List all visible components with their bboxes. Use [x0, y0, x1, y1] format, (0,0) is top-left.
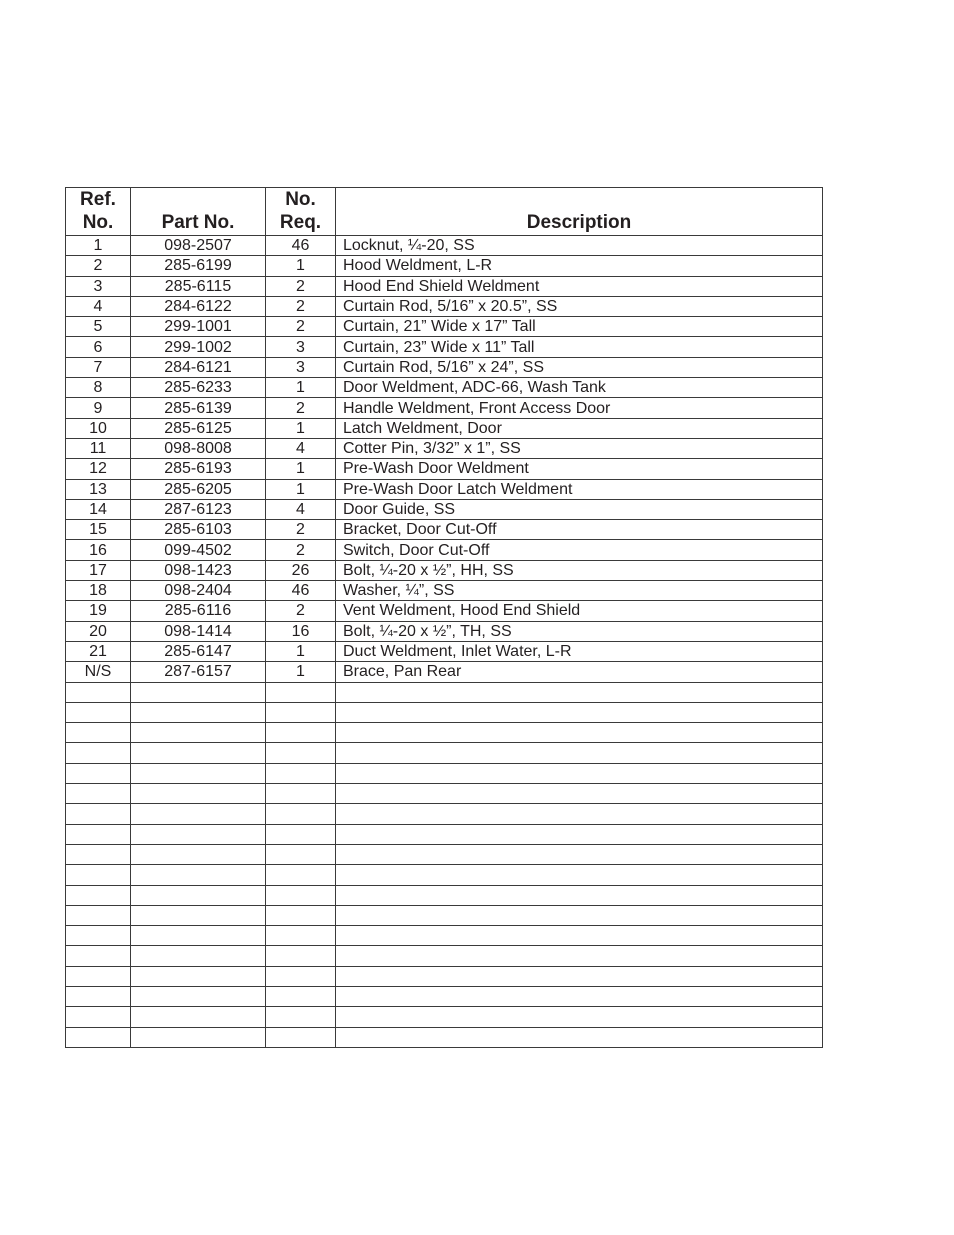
- table-row: [66, 682, 823, 702]
- ref-no-cell: [66, 702, 131, 722]
- part-no-cell: [131, 946, 266, 966]
- qty-cell: 1: [266, 662, 336, 682]
- table-row: [66, 966, 823, 986]
- table-row: [66, 296, 823, 316]
- table-row: [66, 946, 823, 966]
- qty-cell: [266, 844, 336, 864]
- header-description-label: Description: [526, 212, 632, 233]
- description-cell: Curtain Rod, 5/16” x 20.5”, SS: [336, 296, 823, 316]
- description-cell: Locknut, ¼-20, SS: [336, 236, 823, 256]
- part-no-cell: 299-1002: [131, 337, 266, 357]
- ref-no-cell: 21: [66, 641, 131, 661]
- description-cell: [336, 926, 823, 946]
- part-no-cell: 099-4502: [131, 540, 266, 560]
- part-no-cell: 098-8008: [131, 438, 266, 458]
- part-no-cell: 285-6205: [131, 479, 266, 499]
- description-cell: [336, 743, 823, 763]
- ref-no-cell: [66, 743, 131, 763]
- qty-cell: 16: [266, 621, 336, 641]
- description-cell: [336, 986, 823, 1006]
- qty-cell: [266, 986, 336, 1006]
- qty-cell: 4: [266, 499, 336, 519]
- table-row: [66, 479, 823, 499]
- table-row: [66, 560, 823, 580]
- description-cell: [336, 682, 823, 702]
- description-cell: [336, 885, 823, 905]
- ref-no-cell: 10: [66, 418, 131, 438]
- part-no-cell: 285-6193: [131, 459, 266, 479]
- qty-cell: 4: [266, 438, 336, 458]
- part-no-cell: 285-6116: [131, 601, 266, 621]
- qty-cell: 1: [266, 378, 336, 398]
- qty-cell: 46: [266, 236, 336, 256]
- part-no-cell: 284-6121: [131, 357, 266, 377]
- parts-table: [65, 187, 823, 1048]
- table-row: [66, 378, 823, 398]
- header-ref-line2: No.: [82, 212, 114, 233]
- ref-no-cell: 5: [66, 317, 131, 337]
- qty-cell: 1: [266, 479, 336, 499]
- ref-no-cell: 8: [66, 378, 131, 398]
- part-no-cell: 285-6199: [131, 256, 266, 276]
- qty-cell: [266, 865, 336, 885]
- ref-no-cell: [66, 844, 131, 864]
- description-cell: [336, 844, 823, 864]
- description-cell: Vent Weldment, Hood End Shield: [336, 601, 823, 621]
- part-no-cell: 098-2507: [131, 236, 266, 256]
- qty-cell: [266, 723, 336, 743]
- header-part-no-label: Part No.: [161, 212, 235, 233]
- qty-cell: 3: [266, 357, 336, 377]
- ref-no-cell: 19: [66, 601, 131, 621]
- part-no-cell: 098-1414: [131, 621, 266, 641]
- table-row: [66, 702, 823, 722]
- description-cell: Brace, Pan Rear: [336, 662, 823, 682]
- qty-cell: [266, 702, 336, 722]
- header-ref-no: [66, 188, 131, 236]
- qty-cell: [266, 824, 336, 844]
- part-no-cell: [131, 966, 266, 986]
- table-row: [66, 236, 823, 256]
- qty-cell: [266, 966, 336, 986]
- description-cell: Bracket, Door Cut-Off: [336, 520, 823, 540]
- table-row: [66, 784, 823, 804]
- table-row: [66, 1027, 823, 1047]
- table-row: [66, 601, 823, 621]
- description-cell: Curtain, 23” Wide x 11” Tall: [336, 337, 823, 357]
- qty-cell: 1: [266, 641, 336, 661]
- ref-no-cell: 1: [66, 236, 131, 256]
- ref-no-cell: [66, 865, 131, 885]
- description-cell: Door Guide, SS: [336, 499, 823, 519]
- description-cell: Bolt, ¼-20 x ½”, HH, SS: [336, 560, 823, 580]
- description-cell: [336, 824, 823, 844]
- header-req-line1: No.: [285, 189, 316, 210]
- part-no-cell: 285-6233: [131, 378, 266, 398]
- part-no-cell: 299-1001: [131, 317, 266, 337]
- ref-no-cell: [66, 1007, 131, 1027]
- ref-no-cell: [66, 946, 131, 966]
- description-cell: [336, 946, 823, 966]
- ref-no-cell: 14: [66, 499, 131, 519]
- header-part-no: [131, 188, 266, 236]
- table-row: [66, 438, 823, 458]
- qty-cell: 2: [266, 276, 336, 296]
- ref-no-cell: N/S: [66, 662, 131, 682]
- qty-cell: 2: [266, 398, 336, 418]
- description-cell: Switch, Door Cut-Off: [336, 540, 823, 560]
- part-no-cell: 285-6139: [131, 398, 266, 418]
- description-cell: Hood End Shield Weldment: [336, 276, 823, 296]
- qty-cell: 1: [266, 256, 336, 276]
- qty-cell: [266, 682, 336, 702]
- description-cell: [336, 763, 823, 783]
- part-no-cell: 287-6157: [131, 662, 266, 682]
- ref-no-cell: 20: [66, 621, 131, 641]
- qty-cell: [266, 946, 336, 966]
- parts-table-body: [66, 236, 823, 1048]
- part-no-cell: 098-2404: [131, 581, 266, 601]
- description-cell: Cotter Pin, 3/32” x 1”, SS: [336, 438, 823, 458]
- part-no-cell: [131, 1007, 266, 1027]
- part-no-cell: [131, 824, 266, 844]
- table-row: [66, 540, 823, 560]
- description-cell: Washer, ¼”, SS: [336, 581, 823, 601]
- ref-no-cell: [66, 926, 131, 946]
- table-row: [66, 398, 823, 418]
- table-row: [66, 621, 823, 641]
- ref-no-cell: [66, 784, 131, 804]
- qty-cell: 46: [266, 581, 336, 601]
- table-row: [66, 418, 823, 438]
- qty-cell: 2: [266, 540, 336, 560]
- description-cell: [336, 1027, 823, 1047]
- ref-no-cell: 3: [66, 276, 131, 296]
- table-row: [66, 357, 823, 377]
- part-no-cell: [131, 986, 266, 1006]
- description-cell: Curtain, 21” Wide x 17” Tall: [336, 317, 823, 337]
- table-row: [66, 256, 823, 276]
- description-cell: [336, 966, 823, 986]
- description-cell: Hood Weldment, L-R: [336, 256, 823, 276]
- ref-no-cell: [66, 682, 131, 702]
- qty-cell: [266, 743, 336, 763]
- qty-cell: [266, 926, 336, 946]
- header-description: [336, 188, 823, 236]
- ref-no-cell: 15: [66, 520, 131, 540]
- header-row: [66, 188, 823, 236]
- ref-no-cell: 4: [66, 296, 131, 316]
- table-row: [66, 581, 823, 601]
- table-row: [66, 723, 823, 743]
- table-row: [66, 824, 823, 844]
- ref-no-cell: 12: [66, 459, 131, 479]
- ref-no-cell: 16: [66, 540, 131, 560]
- part-no-cell: 285-6125: [131, 418, 266, 438]
- qty-cell: [266, 784, 336, 804]
- part-no-cell: 284-6122: [131, 296, 266, 316]
- table-row: [66, 844, 823, 864]
- table-row: [66, 865, 823, 885]
- table-row: [66, 499, 823, 519]
- part-no-cell: [131, 1027, 266, 1047]
- table-row: [66, 317, 823, 337]
- description-cell: [336, 865, 823, 885]
- table-row: [66, 763, 823, 783]
- qty-cell: [266, 1007, 336, 1027]
- table-row: [66, 804, 823, 824]
- qty-cell: 1: [266, 459, 336, 479]
- table-row: [66, 276, 823, 296]
- ref-no-cell: [66, 804, 131, 824]
- ref-no-cell: 2: [66, 256, 131, 276]
- qty-cell: [266, 905, 336, 925]
- description-cell: [336, 723, 823, 743]
- part-no-cell: 287-6123: [131, 499, 266, 519]
- ref-no-cell: [66, 905, 131, 925]
- table-row: [66, 986, 823, 1006]
- table-row: [66, 1007, 823, 1027]
- qty-cell: [266, 1027, 336, 1047]
- description-cell: Pre-Wash Door Weldment: [336, 459, 823, 479]
- table-row: [66, 459, 823, 479]
- description-cell: [336, 702, 823, 722]
- header-no-req: [266, 188, 336, 236]
- part-no-cell: [131, 702, 266, 722]
- part-no-cell: 098-1423: [131, 560, 266, 580]
- ref-no-cell: 6: [66, 337, 131, 357]
- description-cell: [336, 905, 823, 925]
- table-row: [66, 885, 823, 905]
- ref-no-cell: 13: [66, 479, 131, 499]
- table-row: [66, 520, 823, 540]
- ref-no-cell: [66, 763, 131, 783]
- table-row: [66, 641, 823, 661]
- description-cell: Door Weldment, ADC-66, Wash Tank: [336, 378, 823, 398]
- part-no-cell: [131, 905, 266, 925]
- description-cell: Latch Weldment, Door: [336, 418, 823, 438]
- ref-no-cell: [66, 966, 131, 986]
- ref-no-cell: 18: [66, 581, 131, 601]
- part-no-cell: 285-6103: [131, 520, 266, 540]
- ref-no-cell: [66, 824, 131, 844]
- qty-cell: 3: [266, 337, 336, 357]
- part-no-cell: [131, 885, 266, 905]
- description-cell: [336, 1007, 823, 1027]
- qty-cell: 26: [266, 560, 336, 580]
- header-req-line2: Req.: [279, 212, 322, 233]
- part-no-cell: [131, 844, 266, 864]
- ref-no-cell: [66, 885, 131, 905]
- part-no-cell: 285-6115: [131, 276, 266, 296]
- qty-cell: 2: [266, 317, 336, 337]
- qty-cell: [266, 804, 336, 824]
- parts-table-header: [66, 188, 823, 236]
- ref-no-cell: 9: [66, 398, 131, 418]
- part-no-cell: [131, 804, 266, 824]
- part-no-cell: [131, 723, 266, 743]
- part-no-cell: [131, 763, 266, 783]
- qty-cell: [266, 885, 336, 905]
- ref-no-cell: 17: [66, 560, 131, 580]
- part-no-cell: [131, 743, 266, 763]
- description-cell: Curtain Rod, 5/16” x 24”, SS: [336, 357, 823, 377]
- qty-cell: 2: [266, 520, 336, 540]
- description-cell: Bolt, ¼-20 x ½”, TH, SS: [336, 621, 823, 641]
- qty-cell: 2: [266, 296, 336, 316]
- description-cell: Handle Weldment, Front Access Door: [336, 398, 823, 418]
- header-ref-line1: Ref.: [80, 189, 116, 210]
- table-row: [66, 926, 823, 946]
- description-cell: Duct Weldment, Inlet Water, L-R: [336, 641, 823, 661]
- part-no-cell: [131, 784, 266, 804]
- table-row: [66, 337, 823, 357]
- ref-no-cell: 11: [66, 438, 131, 458]
- qty-cell: 1: [266, 418, 336, 438]
- part-no-cell: [131, 926, 266, 946]
- table-row: [66, 743, 823, 763]
- ref-no-cell: 7: [66, 357, 131, 377]
- description-cell: Pre-Wash Door Latch Weldment: [336, 479, 823, 499]
- part-no-cell: [131, 865, 266, 885]
- table-row: [66, 905, 823, 925]
- table-row: [66, 662, 823, 682]
- part-no-cell: [131, 682, 266, 702]
- part-no-cell: 285-6147: [131, 641, 266, 661]
- ref-no-cell: [66, 986, 131, 1006]
- description-cell: [336, 784, 823, 804]
- qty-cell: 2: [266, 601, 336, 621]
- ref-no-cell: [66, 723, 131, 743]
- description-cell: [336, 804, 823, 824]
- qty-cell: [266, 763, 336, 783]
- ref-no-cell: [66, 1027, 131, 1047]
